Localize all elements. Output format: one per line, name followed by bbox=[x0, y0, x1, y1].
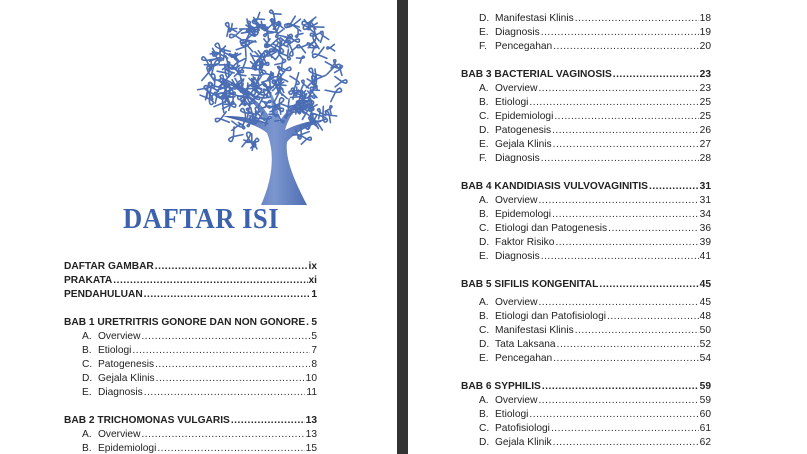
dot-leader bbox=[538, 82, 698, 96]
dot-leader bbox=[613, 68, 699, 82]
toc-label: Gejala Klinis bbox=[495, 139, 552, 150]
toc-chapter[interactable] bbox=[461, 180, 711, 194]
toc-label: Manifestasi Klinis bbox=[495, 325, 574, 336]
dot-leader bbox=[538, 194, 698, 208]
dot-leader bbox=[554, 110, 698, 124]
toc-label: Overview bbox=[495, 83, 538, 94]
toc-subentry[interactable] bbox=[461, 124, 711, 138]
dot-leader bbox=[607, 310, 699, 324]
toc-label: Gejala Klinik bbox=[495, 437, 552, 448]
toc-subentry[interactable] bbox=[461, 40, 711, 54]
toc-label: Overview bbox=[98, 429, 141, 440]
toc-label: Gejala Klinis bbox=[98, 373, 155, 384]
toc-label: Diagnosis bbox=[495, 153, 540, 164]
left-page bbox=[0, 0, 397, 454]
toc-subentry[interactable] bbox=[461, 26, 711, 40]
toc-subentry[interactable] bbox=[461, 422, 711, 436]
toc-letter: F. bbox=[479, 153, 487, 164]
toc-subentry[interactable] bbox=[461, 310, 711, 324]
ribbon-icon bbox=[325, 104, 334, 114]
ribbon-icon bbox=[335, 76, 347, 87]
ribbon-icon bbox=[297, 54, 306, 63]
toc-label: Tata Laksana bbox=[495, 339, 556, 350]
toc-subentry[interactable] bbox=[461, 82, 711, 96]
toc-page-number: 54 bbox=[699, 353, 711, 364]
ribbon-icon bbox=[299, 79, 309, 90]
dot-leader bbox=[551, 422, 699, 436]
toc-page-number: 18 bbox=[699, 13, 711, 24]
toc-subentry[interactable] bbox=[64, 386, 317, 400]
toc-label: Diagnosis bbox=[98, 387, 143, 398]
dot-leader bbox=[141, 428, 304, 442]
toc-subentry[interactable] bbox=[461, 208, 711, 222]
dot-leader bbox=[529, 408, 698, 422]
toc-letter: E. bbox=[82, 387, 92, 398]
dot-leader bbox=[552, 124, 699, 138]
toc-letter: A. bbox=[479, 297, 489, 308]
dot-leader bbox=[144, 288, 311, 302]
dot-leader bbox=[529, 96, 698, 110]
dot-leader bbox=[541, 250, 699, 264]
toc-subentry[interactable] bbox=[64, 358, 317, 372]
toc-label: BAB 5 SIFILIS KONGENITAL bbox=[461, 279, 599, 290]
toc-subentry[interactable] bbox=[461, 436, 711, 450]
toc-letter: B. bbox=[479, 311, 489, 322]
toc-page-number: 36 bbox=[699, 223, 711, 234]
toc-letter: B. bbox=[479, 97, 489, 108]
toc-label: Diagnosis bbox=[495, 251, 540, 262]
toc-letter: E. bbox=[479, 139, 489, 150]
toc-letter: F. bbox=[479, 41, 487, 52]
toc-page-number: 60 bbox=[699, 409, 711, 420]
toc-subentry[interactable] bbox=[461, 352, 711, 366]
toc-subentry[interactable] bbox=[64, 344, 317, 358]
dot-leader bbox=[538, 394, 698, 408]
ribbon-tree-logo-icon bbox=[195, 8, 355, 208]
page-gutter bbox=[397, 0, 408, 454]
toc-label: Patogenesis bbox=[495, 125, 552, 136]
toc-label: BAB 6 SYPHILIS bbox=[461, 381, 541, 392]
toc-page-number: 34 bbox=[699, 209, 711, 220]
toc-subentry[interactable] bbox=[461, 138, 711, 152]
toc-chapter[interactable] bbox=[64, 316, 317, 330]
toc-page-number: xi bbox=[308, 275, 317, 286]
dot-leader bbox=[553, 352, 698, 366]
toc-letter: A. bbox=[479, 195, 489, 206]
toc-label: Overview bbox=[98, 331, 141, 342]
toc-page-number: 23 bbox=[699, 83, 711, 94]
toc-label: DAFTAR GAMBAR bbox=[64, 261, 154, 272]
toc-label: Pencegahan bbox=[495, 353, 553, 364]
toc-entry[interactable] bbox=[64, 288, 317, 302]
toc-page-number: 10 bbox=[305, 373, 317, 384]
dot-leader bbox=[575, 12, 699, 26]
toc-letter: D. bbox=[479, 339, 490, 350]
toc-page-number: 26 bbox=[699, 125, 711, 136]
toc-subentry[interactable] bbox=[461, 12, 711, 26]
toc-subentry[interactable] bbox=[461, 236, 711, 250]
toc-page-number: 59 bbox=[699, 395, 711, 406]
toc-subentry[interactable] bbox=[461, 110, 711, 124]
toc-letter: C. bbox=[479, 223, 490, 234]
dot-leader bbox=[541, 26, 699, 40]
toc-chapter[interactable] bbox=[461, 68, 711, 82]
dot-leader bbox=[541, 152, 699, 166]
toc-subentry[interactable] bbox=[64, 442, 317, 454]
dot-leader bbox=[157, 442, 304, 454]
toc-subentry[interactable] bbox=[64, 372, 317, 386]
toc-label: PRAKATA bbox=[64, 275, 113, 286]
dot-leader bbox=[306, 316, 310, 330]
toc-entry[interactable] bbox=[64, 260, 317, 274]
toc-page-number: 31 bbox=[699, 181, 711, 192]
toc-letter: A. bbox=[479, 83, 489, 94]
dot-leader bbox=[542, 380, 699, 394]
dot-leader bbox=[608, 222, 699, 236]
toc-letter: B. bbox=[82, 443, 92, 454]
dot-leader bbox=[553, 138, 699, 152]
toc-page-number: 11 bbox=[306, 387, 317, 398]
table-of-contents-left bbox=[64, 260, 317, 454]
dot-leader bbox=[557, 338, 699, 352]
toc-label: Manifestasi Klinis bbox=[495, 13, 574, 24]
toc-label: Epidemiologi bbox=[495, 111, 554, 122]
dot-leader bbox=[553, 436, 699, 450]
toc-letter: D. bbox=[479, 125, 490, 136]
toc-label: Etiologi bbox=[495, 97, 529, 108]
toc-letter: C. bbox=[82, 359, 93, 370]
toc-letter: A. bbox=[479, 395, 489, 406]
dot-leader bbox=[113, 274, 307, 288]
toc-label: BAB 1 URETRITRIS GONORE DAN NON GONORE bbox=[64, 317, 306, 328]
ribbon-icon bbox=[232, 121, 243, 130]
dot-leader bbox=[599, 278, 698, 292]
ribbon-icon bbox=[296, 42, 308, 53]
toc-label: BAB 2 TRICHOMONAS VULGARIS bbox=[64, 415, 230, 426]
toc-label: Etiologi bbox=[98, 345, 132, 356]
toc-label: Etiologi dan Patofisiologi bbox=[495, 311, 607, 322]
toc-subentry[interactable] bbox=[64, 428, 317, 442]
toc-page-number: 20 bbox=[699, 41, 711, 52]
toc-page-number: 45 bbox=[699, 297, 711, 308]
toc-label: Pencegahan bbox=[495, 41, 553, 52]
toc-label: Diagnosis bbox=[495, 27, 540, 38]
toc-page-number: 61 bbox=[699, 423, 711, 434]
toc-label: Overview bbox=[495, 195, 538, 206]
toc-letter: B. bbox=[82, 345, 92, 356]
dot-leader bbox=[649, 180, 699, 194]
toc-label: Etiologi dan Patogenesis bbox=[495, 223, 608, 234]
toc-page-number: 7 bbox=[311, 345, 317, 356]
dot-leader bbox=[575, 324, 699, 338]
dot-leader bbox=[555, 236, 698, 250]
toc-label: BAB 4 KANDIDIASIS VULVOVAGINITIS bbox=[461, 181, 648, 192]
toc-page-number: 5 bbox=[311, 331, 317, 342]
toc-label: Overview bbox=[495, 297, 538, 308]
ribbon-icon bbox=[214, 112, 229, 126]
ribbon-icon bbox=[267, 8, 281, 21]
toc-label: Etiologi bbox=[495, 409, 529, 420]
toc-subentry[interactable] bbox=[461, 408, 711, 422]
toc-label: Epidemiologi bbox=[98, 443, 157, 454]
toc-subentry[interactable] bbox=[64, 330, 317, 344]
dot-leader bbox=[231, 414, 305, 428]
toc-chapter[interactable] bbox=[64, 414, 317, 428]
page-title: DAFTAR ISI bbox=[123, 203, 280, 235]
toc-label: Patofisiologi bbox=[495, 423, 550, 434]
toc-subentry[interactable] bbox=[461, 338, 711, 352]
table-of-contents-right bbox=[461, 12, 711, 450]
toc-entry[interactable] bbox=[64, 274, 317, 288]
toc-letter: C. bbox=[479, 423, 490, 434]
toc-page-number: 62 bbox=[699, 437, 711, 448]
toc-letter: B. bbox=[479, 209, 489, 220]
toc-page-number: 59 bbox=[699, 381, 711, 392]
toc-letter: E. bbox=[479, 353, 489, 364]
toc-letter: C. bbox=[479, 325, 490, 336]
toc-page-number: 25 bbox=[699, 111, 711, 122]
dot-leader bbox=[132, 344, 310, 358]
toc-page-number: 27 bbox=[699, 139, 711, 150]
dot-leader bbox=[144, 386, 306, 400]
dot-leader bbox=[553, 40, 698, 54]
toc-chapter[interactable] bbox=[461, 380, 711, 394]
toc-chapter[interactable] bbox=[461, 278, 711, 292]
toc-page-number: 25 bbox=[699, 97, 711, 108]
toc-subentry[interactable] bbox=[461, 250, 711, 264]
toc-letter: D. bbox=[479, 13, 490, 24]
toc-label: Epidemologi bbox=[495, 209, 552, 220]
toc-label: Overview bbox=[495, 395, 538, 406]
toc-label: PENDAHULUAN bbox=[64, 289, 143, 300]
toc-page-number: 41 bbox=[699, 251, 711, 262]
toc-page-number: 50 bbox=[699, 325, 711, 336]
dot-leader bbox=[155, 260, 308, 274]
toc-label: BAB 3 BACTERIAL VAGINOSIS bbox=[461, 69, 612, 80]
toc-letter: D. bbox=[479, 237, 490, 248]
toc-page-number: 48 bbox=[699, 311, 711, 322]
toc-page-number: 28 bbox=[699, 153, 711, 164]
toc-page-number: 19 bbox=[699, 27, 711, 38]
toc-letter: E. bbox=[479, 251, 489, 262]
toc-letter: E. bbox=[479, 27, 489, 38]
toc-subentry[interactable] bbox=[461, 324, 711, 338]
toc-letter: D. bbox=[479, 437, 490, 448]
toc-subentry[interactable] bbox=[461, 394, 711, 408]
right-page bbox=[408, 0, 807, 454]
ribbon-icon bbox=[294, 30, 303, 39]
ribbon-icon bbox=[283, 16, 300, 32]
toc-page-number: 52 bbox=[699, 339, 711, 350]
toc-page-number: 8 bbox=[311, 359, 317, 370]
toc-subentry[interactable] bbox=[461, 222, 711, 236]
toc-page-number: 45 bbox=[699, 279, 711, 290]
toc-subentry[interactable] bbox=[461, 152, 711, 166]
toc-page-number: 31 bbox=[699, 195, 711, 206]
toc-page-number: 39 bbox=[699, 237, 711, 248]
toc-label: Patogenesis bbox=[98, 359, 155, 370]
dot-leader bbox=[552, 208, 699, 222]
toc-subentry[interactable] bbox=[461, 96, 711, 110]
toc-letter: D. bbox=[82, 373, 93, 384]
toc-page-number: 23 bbox=[699, 69, 711, 80]
toc-page-number: 13 bbox=[305, 429, 317, 440]
toc-letter: A. bbox=[82, 429, 92, 440]
toc-letter: A. bbox=[82, 331, 92, 342]
toc-letter: B. bbox=[479, 409, 489, 420]
toc-page-number: ix bbox=[308, 261, 317, 272]
dot-leader bbox=[156, 372, 305, 386]
toc-page-number: 1 bbox=[311, 289, 317, 300]
dot-leader bbox=[155, 358, 310, 372]
toc-subentry[interactable] bbox=[461, 194, 711, 208]
toc-page-number: 13 bbox=[305, 415, 317, 426]
dot-leader bbox=[538, 296, 698, 310]
toc-letter: C. bbox=[479, 111, 490, 122]
toc-label: Faktor Risiko bbox=[495, 237, 555, 248]
toc-page-number: 15 bbox=[305, 443, 317, 454]
dot-leader bbox=[141, 330, 310, 344]
toc-subentry[interactable] bbox=[461, 296, 711, 310]
toc-page-number: 5 bbox=[311, 317, 317, 328]
ribbon-icon bbox=[327, 44, 335, 51]
